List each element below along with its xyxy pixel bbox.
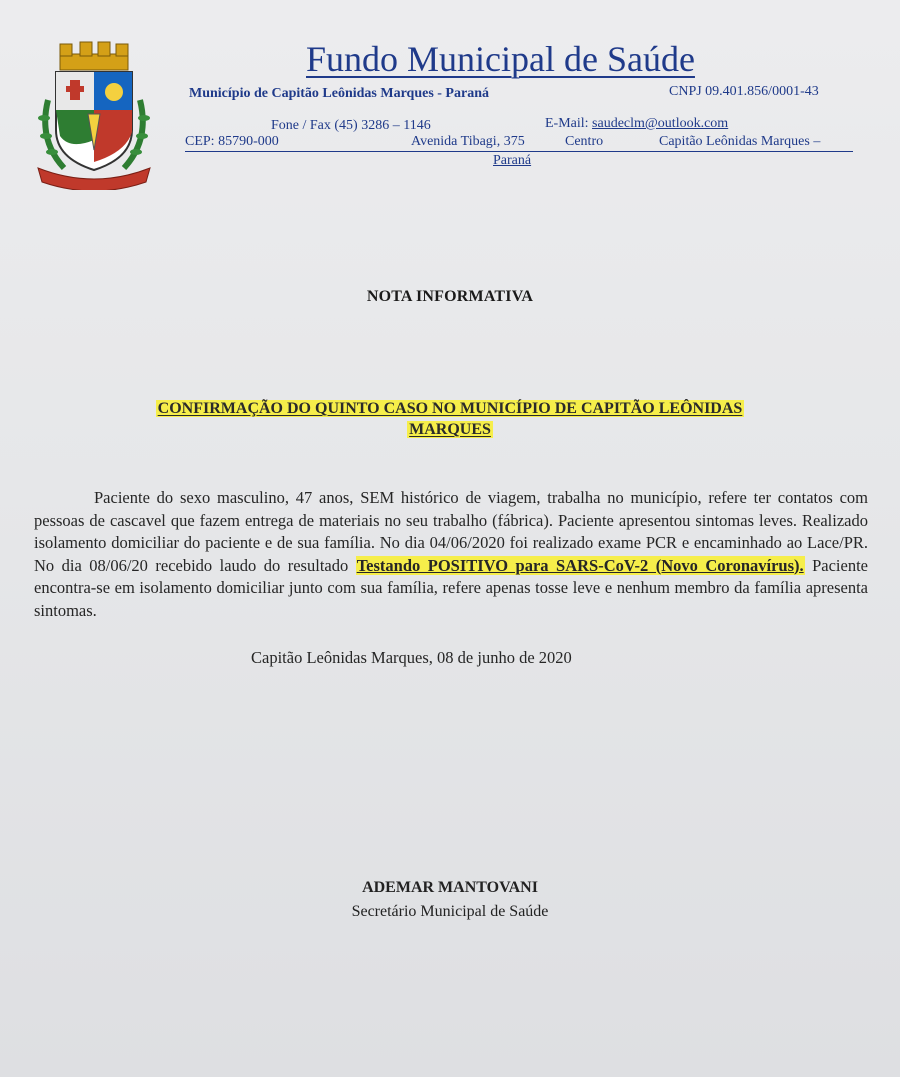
dateline: Capitão Leônidas Marques, 08 de junho de 2020 — [251, 648, 572, 667]
header-address-line — [185, 134, 853, 152]
signature-name: ADEMAR MANTOVANI — [362, 879, 538, 896]
signature-role: Secretário Municipal de Saúde — [351, 903, 549, 920]
address-cep: CEP: 85790-000 — [185, 134, 279, 149]
address-district: Centro — [565, 134, 604, 149]
address-city: Capitão Leônidas Marques – — [659, 134, 821, 149]
municipal-coat-of-arms — [30, 40, 158, 190]
headline-line-1: CONFIRMAÇÃO DO QUINTO CASO NO MUNICÍPIO DE CAPITÃO LEÔNIDAS — [157, 400, 743, 417]
header-email-block — [545, 116, 728, 132]
paragraph-highlight: Testando POSITIVO para SARS-CoV-2 (Novo Coronavírus). — [356, 555, 804, 575]
body-paragraph — [34, 487, 868, 622]
address-state: Paraná — [493, 153, 532, 168]
headline-line-2: MARQUES — [409, 421, 491, 438]
email-link[interactable]: saudeclm@outlook.com — [592, 116, 729, 131]
document-headline — [80, 398, 820, 440]
document-title: NOTA INFORMATIVA — [366, 288, 534, 305]
paragraph-text-before: Paciente do sexo masculino, 47 anos, SEM histórico de viagem, trabalha no município, refere ter contatos com pessoas de cascavel que fazem entrega de materiais no seu trabalho (fábrica). Paciente apresentou sintomas leves. Realizado isolamento domiciliar do paciente e de sua família. No dia 04/06/2020 foi realizado exame PCR e encaminhado ao Lace/PR. No dia 08/06/20 recebido laudo do resultado — [34, 488, 868, 575]
header-subtitle: Município de Capitão Leônidas Marques - Paraná — [189, 86, 489, 101]
email-label: E-Mail: — [545, 116, 589, 131]
header-cnpj: CNPJ 09.401.856/0001-43 — [669, 84, 819, 99]
header-phone: Fone / Fax (45) 3286 – 1146 — [271, 118, 431, 133]
address-street: Avenida Tibagi, 375 — [411, 134, 525, 149]
header-title: Fundo Municipal de Saúde — [306, 39, 695, 79]
paragraph-text-after: Paciente encontra-se em isolamento domiciliar junto com sua família, refere apenas tosse leve e nenhum membro da família apresenta sintomas. — [34, 555, 868, 620]
